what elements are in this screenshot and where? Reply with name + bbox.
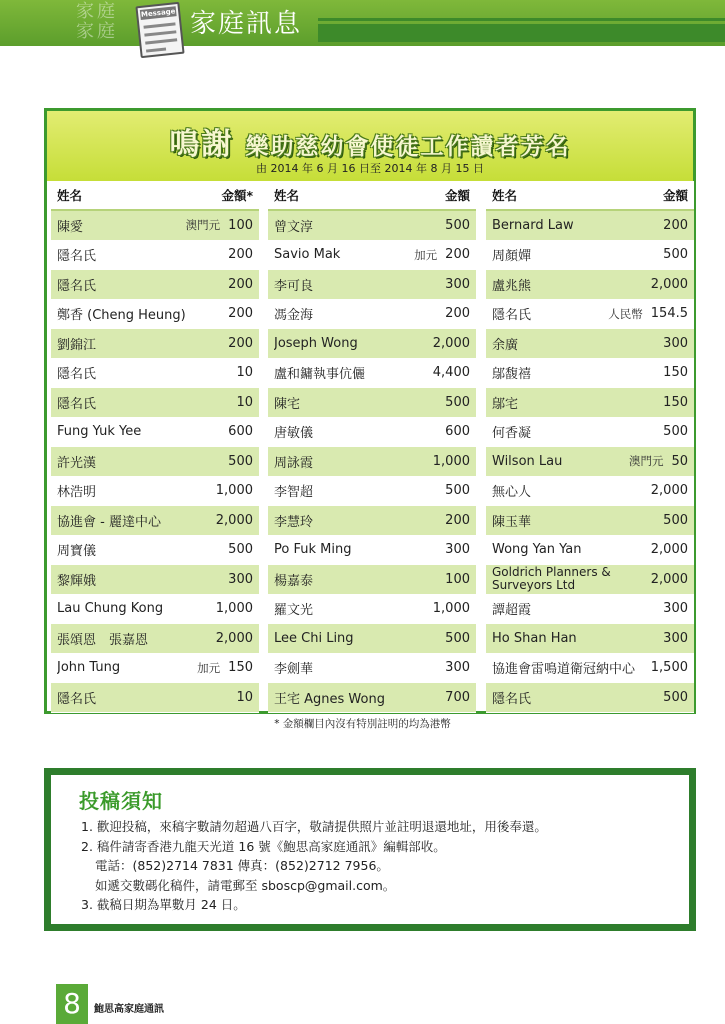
donor-name: 周顏嬋 xyxy=(492,249,532,265)
donor-name: 陳玉華 xyxy=(492,514,532,530)
donor-amount: 200 xyxy=(228,335,253,351)
donor-name: 隱名氏 xyxy=(492,308,532,324)
donor-name: Joseph Wong xyxy=(274,335,358,351)
donor-amount: 2,000 xyxy=(650,542,688,558)
donor-table-title: 鳴謝 樂助慈幼會使徒工作讀者芳名 xyxy=(169,127,571,162)
donor-amount: 2,000 xyxy=(650,571,688,587)
donor-name: 鄭香 (Cheng Heung) xyxy=(57,308,186,324)
donor-column-2 xyxy=(268,181,476,713)
column-header xyxy=(268,181,476,211)
donor-amount: 300 xyxy=(663,335,688,351)
donor-name: Savio Mak xyxy=(274,247,341,263)
donor-table-footnote: * 金額欄目內沒有特別註明的均為港幣 xyxy=(274,718,451,730)
column-rows xyxy=(486,211,694,713)
donor-row xyxy=(486,418,694,448)
page-number: 8 xyxy=(56,984,88,1024)
donor-row xyxy=(268,388,476,418)
donor-amount: 150 xyxy=(228,660,253,676)
donor-column-3 xyxy=(486,181,694,713)
donor-name: 隱名氏 xyxy=(57,396,97,412)
donor-row xyxy=(51,536,259,566)
submission-line: 1. 歡迎投稿，來稿字數請勿超過八百字，敬請提供照片並註明退還地址，用後奉還。 xyxy=(81,819,547,834)
donor-name: 許光漢 xyxy=(57,455,97,471)
donor-name: 李可良 xyxy=(274,278,314,294)
donor-name: Fung Yuk Yee xyxy=(57,424,142,440)
column-rows xyxy=(51,211,259,713)
donor-row xyxy=(51,506,259,536)
donor-row xyxy=(486,241,694,271)
donor-row xyxy=(486,388,694,418)
donor-amount: 200 xyxy=(663,217,688,233)
donor-column-1 xyxy=(51,181,259,713)
donor-name: 李劍華 xyxy=(274,662,314,678)
donor-name: 楊嘉泰 xyxy=(274,573,314,589)
donor-row xyxy=(51,565,259,595)
donor-row xyxy=(51,624,259,654)
submission-line: 電話：(852)2714 7831 傳真：(852)2712 7956。 xyxy=(95,858,389,873)
donor-name: Goldrich Planners & Surveyors Ltd xyxy=(492,566,611,593)
donor-amount: 10 xyxy=(236,689,253,705)
donor-row xyxy=(486,447,694,477)
donor-amount: 500 xyxy=(228,453,253,469)
donor-row xyxy=(268,565,476,595)
column-rows xyxy=(268,211,476,713)
donor-currency: 加元 xyxy=(414,247,438,262)
amount-header: 金額 xyxy=(444,188,470,203)
donor-amount: 200 xyxy=(445,247,470,263)
donor-name: 林浩明 xyxy=(57,485,97,501)
donor-row xyxy=(486,595,694,625)
donor-amount: 300 xyxy=(228,571,253,587)
donor-amount: 200 xyxy=(445,512,470,528)
donor-amount: 300 xyxy=(663,601,688,617)
donor-amount: 1,000 xyxy=(215,483,253,499)
publication-name: 鮑思高家庭通訊 xyxy=(94,1004,164,1015)
donor-row xyxy=(51,654,259,684)
donor-amount: 600 xyxy=(228,424,253,440)
donor-row xyxy=(486,477,694,507)
donor-amount: 200 xyxy=(228,247,253,263)
donor-name: 陳宅 xyxy=(274,396,301,412)
donor-amount: 500 xyxy=(445,394,470,410)
donor-row xyxy=(486,270,694,300)
donor-amount: 200 xyxy=(228,276,253,292)
donor-name: 譚超霞 xyxy=(492,603,532,619)
donor-name: 隱名氏 xyxy=(57,367,97,383)
donor-row xyxy=(268,683,476,713)
donor-row xyxy=(486,300,694,330)
message-icon xyxy=(135,2,184,58)
donor-row xyxy=(486,211,694,241)
donor-amount: 500 xyxy=(663,424,688,440)
donor-row xyxy=(486,624,694,654)
donor-row xyxy=(51,388,259,418)
submission-guidelines-box xyxy=(44,768,696,931)
submission-title: 投稿須知 xyxy=(79,789,163,813)
donor-name: 羅文光 xyxy=(274,603,314,619)
donor-amount: 500 xyxy=(663,689,688,705)
donor-name: 張頌恩 張嘉恩 xyxy=(57,632,149,648)
donor-row xyxy=(268,506,476,536)
donor-row xyxy=(51,300,259,330)
donor-name: 鄔馥禧 xyxy=(492,367,532,383)
donor-row xyxy=(268,654,476,684)
donor-name: 李慧玲 xyxy=(274,514,314,530)
donor-row xyxy=(51,595,259,625)
donor-name: 周寶儀 xyxy=(57,544,97,560)
donor-row xyxy=(51,418,259,448)
message-icon-label: Message xyxy=(140,7,176,19)
donor-name: 盧和鏞執事伉儷 xyxy=(274,367,366,383)
donor-amount: 700 xyxy=(445,689,470,705)
donor-name: 曾文淳 xyxy=(274,219,314,235)
donor-amount: 4,400 xyxy=(432,365,470,381)
amount-header: 金額 xyxy=(662,188,688,203)
donor-name: 隱名氏 xyxy=(492,691,532,707)
donor-row xyxy=(268,595,476,625)
donor-amount: 2,000 xyxy=(215,630,253,646)
amount-header: 金額* xyxy=(221,188,253,203)
donor-name: Wilson Lau xyxy=(492,453,563,469)
submission-line: 3. 截稿日期為單數月 24 日。 xyxy=(81,897,246,912)
donor-amount: 600 xyxy=(445,424,470,440)
donor-name: 王宅 Agnes Wong xyxy=(274,691,385,707)
donor-name: 李智超 xyxy=(274,485,314,501)
donor-row xyxy=(51,211,259,241)
column-header xyxy=(51,181,259,211)
section-title: 家庭訊息 xyxy=(190,9,303,39)
donor-amount: 500 xyxy=(228,542,253,558)
donor-amount: 10 xyxy=(236,365,253,381)
donor-row xyxy=(268,270,476,300)
donor-amount: 500 xyxy=(445,217,470,233)
donor-name: 黎輝娥 xyxy=(57,573,97,589)
donor-row xyxy=(51,683,259,713)
donor-amount: 100 xyxy=(445,571,470,587)
donor-name: Ho Shan Han xyxy=(492,630,577,646)
donor-table-titlebar xyxy=(47,111,693,181)
donor-name: 馮金海 xyxy=(274,308,314,324)
donor-row xyxy=(486,536,694,566)
name-header: 姓名 xyxy=(57,188,83,203)
donor-amount: 10 xyxy=(236,394,253,410)
donor-amount: 2,000 xyxy=(215,512,253,528)
donor-amount: 100 xyxy=(228,217,253,233)
donor-name: 劉錦江 xyxy=(57,337,97,353)
donor-table xyxy=(44,108,696,714)
donor-name: 唐敏儀 xyxy=(274,426,314,442)
donor-amount: 1,500 xyxy=(650,660,688,676)
donor-amount: 2,000 xyxy=(650,276,688,292)
donor-amount: 1,000 xyxy=(432,601,470,617)
donor-amount: 50 xyxy=(671,453,688,469)
submission-line: 2. 稿件請寄香港九龍天光道 16 號《鮑思高家庭通訊》編輯部收。 xyxy=(81,838,446,854)
donor-name: 鄔宅 xyxy=(492,396,519,412)
donor-row xyxy=(486,329,694,359)
donor-currency: 澳門元 xyxy=(185,218,221,233)
donor-name: Po Fuk Ming xyxy=(274,542,352,558)
donor-name: 陳愛 xyxy=(57,219,84,235)
submission-list xyxy=(81,817,547,915)
donor-row xyxy=(486,683,694,713)
donor-currency: 人民幣 xyxy=(608,306,643,321)
donor-row xyxy=(51,477,259,507)
name-header: 姓名 xyxy=(492,188,518,203)
donor-row xyxy=(268,624,476,654)
donor-row xyxy=(268,477,476,507)
donor-row xyxy=(486,359,694,389)
donor-name: 無心人 xyxy=(492,485,532,501)
donor-currency: 加元 xyxy=(197,660,221,675)
donor-row xyxy=(51,359,259,389)
donor-amount: 500 xyxy=(445,483,470,499)
donor-row xyxy=(51,447,259,477)
donor-amount: 200 xyxy=(445,306,470,322)
donor-amount: 300 xyxy=(663,630,688,646)
donor-name: Lau Chung Kong xyxy=(57,601,164,617)
donor-name: 何香凝 xyxy=(492,426,532,442)
donor-name: 周詠霞 xyxy=(274,455,314,471)
donor-name: 協進會 - 麗達中心 xyxy=(57,514,161,530)
donor-amount: 150 xyxy=(663,394,688,410)
donor-row xyxy=(486,506,694,536)
donor-amount: 200 xyxy=(228,306,253,322)
header-decorative-text: 家庭 家庭 xyxy=(76,1,118,42)
donor-amount: 300 xyxy=(445,660,470,676)
donor-name: Bernard Law xyxy=(492,217,574,233)
donor-currency: 澳門元 xyxy=(628,454,664,469)
donor-row xyxy=(486,565,694,595)
donor-name: 隱名氏 xyxy=(57,249,97,265)
donor-row xyxy=(268,211,476,241)
donor-amount: 300 xyxy=(445,276,470,292)
donor-row xyxy=(268,418,476,448)
donor-amount: 154.5 xyxy=(650,306,688,322)
donor-row xyxy=(51,270,259,300)
donor-name: Wong Yan Yan xyxy=(492,542,582,558)
donor-amount: 500 xyxy=(663,247,688,263)
donor-amount: 300 xyxy=(445,542,470,558)
donor-row xyxy=(268,241,476,271)
donor-name: Lee Chi Ling xyxy=(274,630,354,646)
donor-name: 隱名氏 xyxy=(57,278,97,294)
donor-name: 盧兆熊 xyxy=(492,278,532,294)
donor-amount: 1,000 xyxy=(432,453,470,469)
donor-row xyxy=(51,329,259,359)
submission-line: 如遞交數碼化稿件，請電郵至 sboscp@gmail.com。 xyxy=(95,877,396,893)
header-stripe xyxy=(318,24,725,42)
donor-name: 余廣 xyxy=(492,337,519,353)
donor-row xyxy=(268,536,476,566)
donor-row xyxy=(268,447,476,477)
donor-amount: 2,000 xyxy=(432,335,470,351)
donor-row xyxy=(268,359,476,389)
donor-amount: 500 xyxy=(445,630,470,646)
name-header: 姓名 xyxy=(274,188,300,203)
donor-name: 協進會雷鳴道衛冠納中心 xyxy=(492,662,636,678)
donor-table-date-range: 由 2014 年 6 月 16 日至 2014 年 8 月 15 日 xyxy=(256,162,484,175)
donor-amount: 150 xyxy=(663,365,688,381)
column-header xyxy=(486,181,694,211)
header-stripe-thin xyxy=(318,18,725,21)
donor-amount: 2,000 xyxy=(650,483,688,499)
donor-row xyxy=(486,654,694,684)
donor-row xyxy=(268,329,476,359)
donor-amount: 500 xyxy=(663,512,688,528)
donor-name: 隱名氏 xyxy=(57,691,97,707)
donor-row xyxy=(51,241,259,271)
donor-amount: 1,000 xyxy=(215,601,253,617)
donor-row xyxy=(268,300,476,330)
donor-name: John Tung xyxy=(57,660,121,676)
